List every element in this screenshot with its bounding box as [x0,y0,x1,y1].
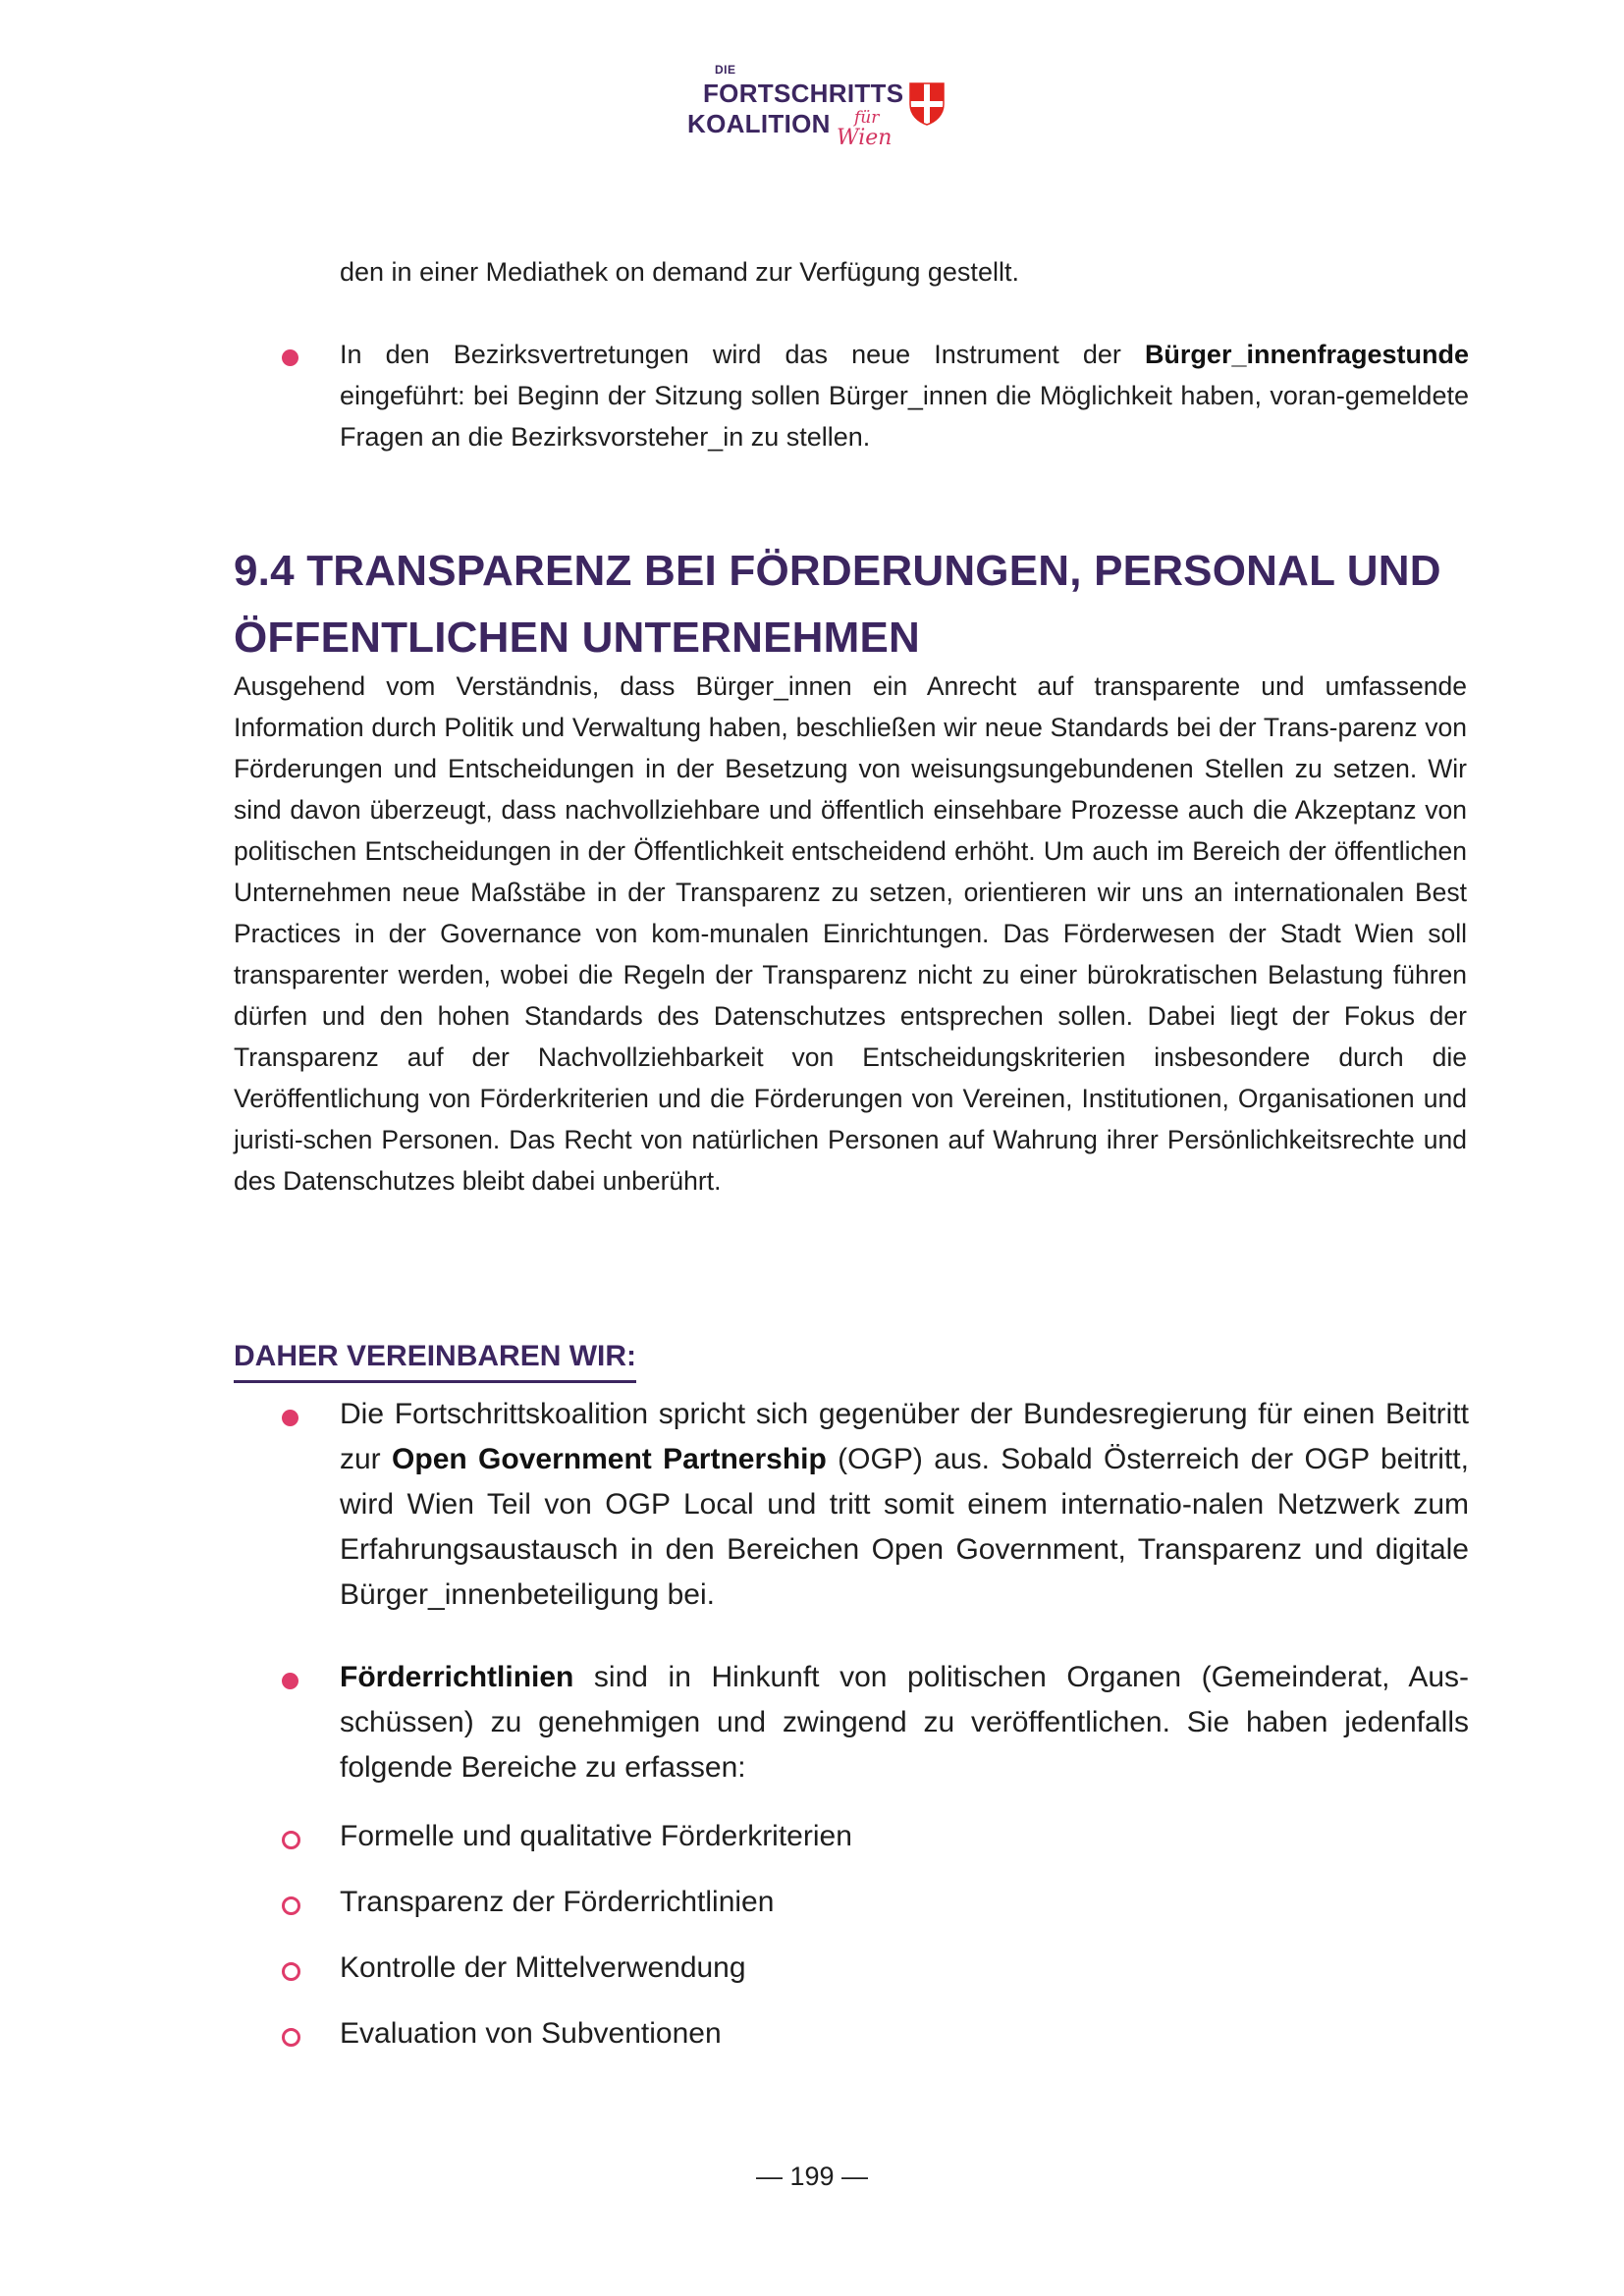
agreement-bullet-foerderrichtlinien [340,1655,1469,1790]
logo-line-koalition: KOALITION [687,109,831,138]
logo-die-text: DIE [715,63,736,77]
bullet-dot-icon [282,1410,298,1426]
coalition-logo [687,59,952,167]
intro-bullet-before: In den Bezirksvertretungen wird das neue Instrument der [340,340,1145,369]
logo-fuer-script: für [854,108,880,128]
agreement-ogp-before: Die Fortschrittskoalition spricht sich gegenüber der Bundesregierung für einen Beitritt zur [340,1398,1469,1475]
intro-continuation-text: den in einer Mediathek on demand zur Verfügung gestellt. [340,257,1019,287]
section-heading-line1: 9.4 TRANSPARENZ BEI FÖRDERUNGEN, PERSONAL UND [234,547,1441,595]
subitem-kontrolle-mittelverwendung: Kontrolle der Mittelverwendung [340,1951,746,1984]
intro-bullet-text [340,334,1469,457]
agreement-ogp-bold: Open Government Partnership [392,1443,827,1475]
subitem-evaluation-subventionen: Evaluation von Subventionen [340,2017,722,2050]
intro-bullet-after: eingeführt: bei Beginn der Sitzung sollen Bürger_innen die Möglichkeit haben, voran-gemeldete Fragen an die Bezirksvorsteher_in zu stellen. [340,381,1469,452]
bullet-dot-icon [282,349,298,366]
section-heading-line2: ÖFFENTLICHEN UNTERNEHMEN [234,614,921,662]
agreements-heading: DAHER VEREINBAREN WIR: [234,1337,636,1383]
subitem-formelle-kriterien: Formelle und qualitative Förderkriterien [340,1820,852,1852]
agreement-foerder-after: sind in Hinkunft von politischen Organen (Gemeinderat, Aus-schüssen) zu genehmigen und zwingend zu veröffentlichen. Sie haben jedenfalls folgende Bereiche zu erfassen: [340,1661,1469,1784]
circle-bullet-icon [282,1831,300,1849]
agreement-ogp-after: (OGP) aus. Sobald Österreich der OGP beitritt, wird Wien Teil von OGP Local und tritt somit einem internatio-nalen Netzwerk zum Erfahrungsaustausch in den Bereichen Open Government, Transparenz und digitale Bürger_innenbeteiligung bei. [340,1443,1469,1611]
section-heading [234,538,1471,671]
logo-line-fortschritts: FORTSCHRITTS [703,79,904,108]
subitem-transparenz-richtlinien: Transparenz der Förderrichtlinien [340,1886,775,1918]
logo-wien-script: Wien [837,126,893,150]
vienna-shield-icon [909,82,945,126]
section-body-paragraph: Ausgehend vom Verständnis, dass Bürger_innen ein Anrecht auf transparente und umfassende Information durch Politik und Verwaltung haben, beschließen wir neue Standards bei der Trans-parenz von Förderungen und Entscheidungen in der Besetzung von weisungsungebundenen Stellen zu setzen. Wir sind davon überzeugt, dass nachvollziehbare und öffentlich einsehbare Prozesse auch die Akzeptanz von politischen Entscheidungen in der Öffentlichkeit entscheidend erhöht. Um auch im Bereich der öffentlichen Unternehmen neue Maßstäbe in der Transparenz zu setzen, orientieren wir uns an internationalen Best Practices in der Governance von kom-munalen Einrichtungen. Das Förderwesen der Stadt Wien soll transparenter werden, wobei die Regeln der Transparenz nicht zu einer bürokratischen Belastung führen dürfen und den hohen Standards des Datenschutzes entsprechen sollen. Dabei liegt der Fokus der Transparenz auf der Nachvollziehbarkeit von Entscheidungskriterien insbesondere durch die Veröffentlichung von Förderkriterien und die Förderungen von Vereinen, Institutionen, Organisationen und juristi-schen Personen. Das Recht von natürlichen Personen auf Wahrung ihrer Persönlichkeitsrechte und des Datenschutzes bleibt dabei unberührt. [234,671,1467,1196]
circle-bullet-icon [282,2028,300,2047]
agreement-foerder-bold: Förderrichtlinien [340,1661,574,1693]
intro-bullet-bold: Bürger_innenfragestunde [1144,340,1469,369]
bullet-dot-icon [282,1673,298,1689]
circle-bullet-icon [282,1962,300,1981]
circle-bullet-icon [282,1896,300,1915]
agreement-bullet-ogp [340,1392,1469,1618]
page-number: — 199 — [755,2162,869,2191]
